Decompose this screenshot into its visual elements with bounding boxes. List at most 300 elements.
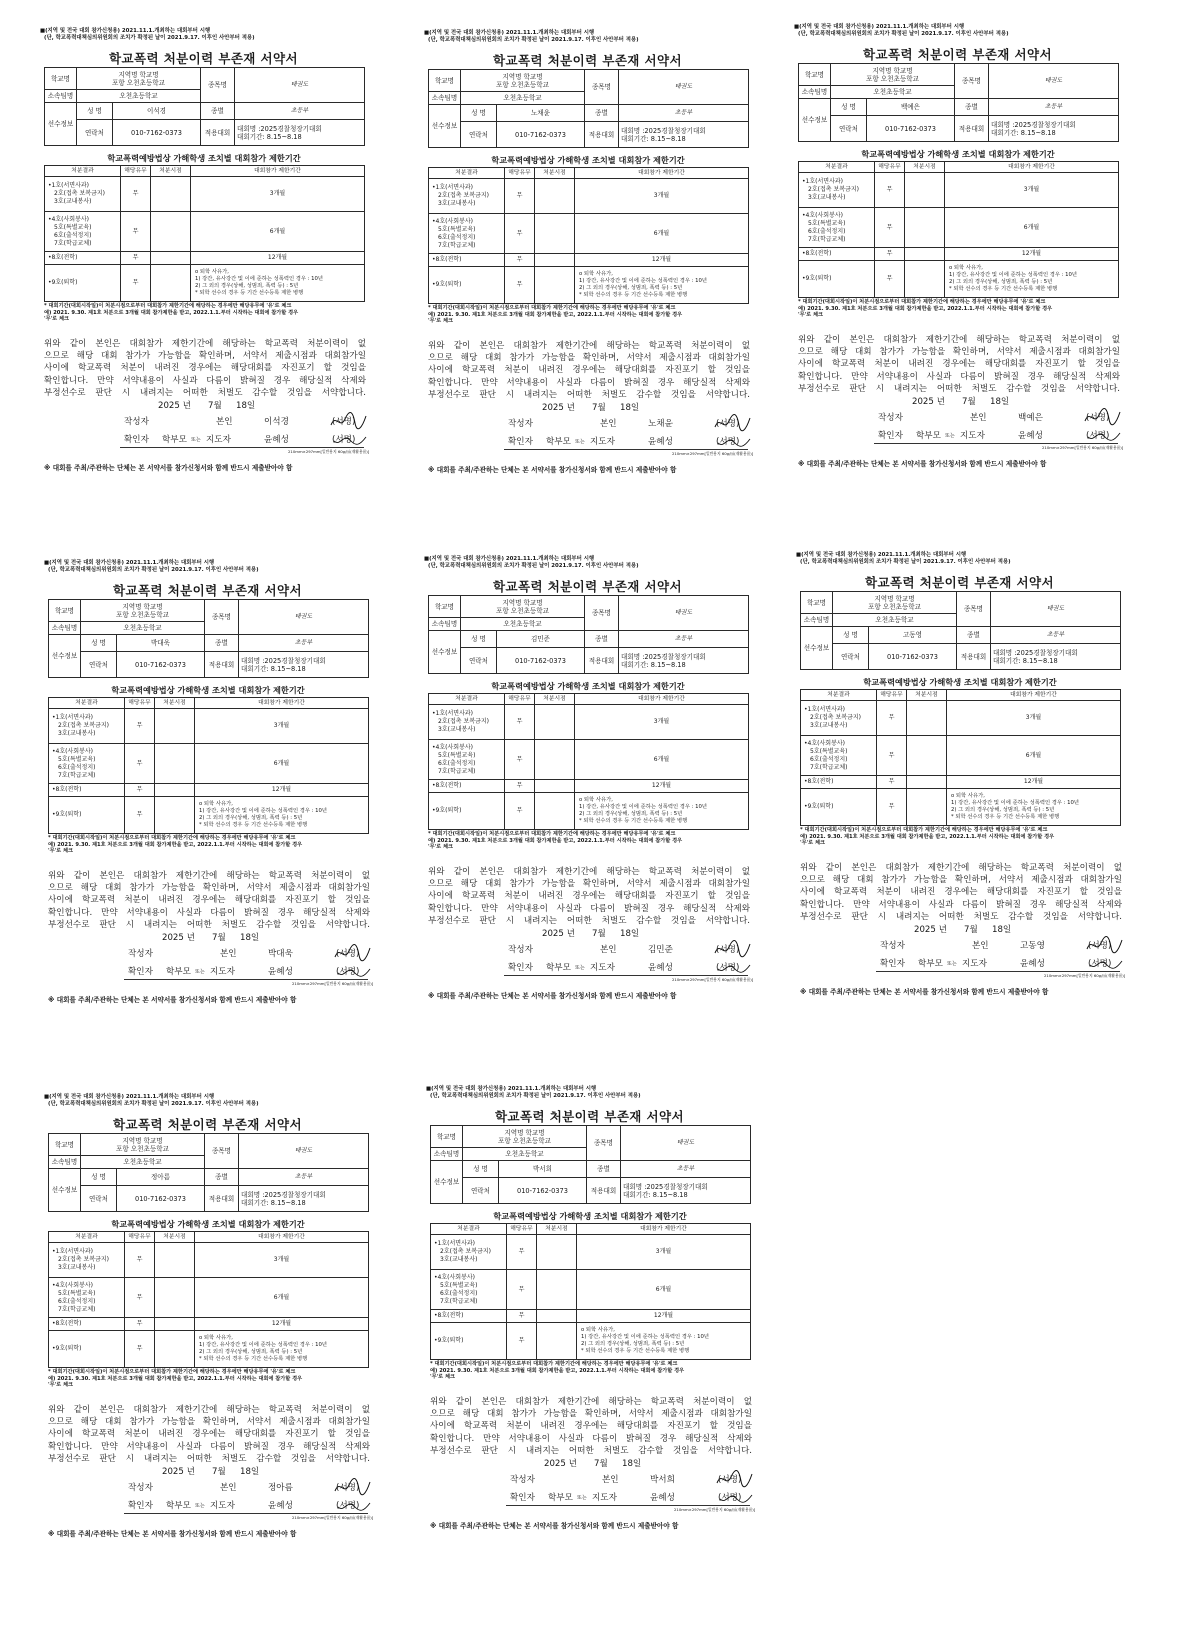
table-row (429, 267, 749, 304)
measure-item: •1호(서면사과) (48, 182, 90, 189)
measure-item: 3호(교내봉사) (438, 200, 476, 207)
measure-item: •4호(사회봉사) (52, 747, 94, 755)
confirmer-name: 윤혜성 (1020, 959, 1045, 969)
table-row (429, 705, 749, 740)
table-row (801, 736, 1121, 776)
footnote-line: * 대회기간(대회시작일)이 처분시점으로부터 대회참가 제한기간에 해당하는 경우에만 해당유무에 '유'로 체크 (48, 1369, 296, 1375)
pledge-form (420, 26, 755, 478)
division-label: 종별 (205, 635, 239, 652)
event-period: 대회기간: 8.15~8.18 (241, 664, 306, 673)
measure-item: •8호(전학) (432, 256, 462, 263)
bottom-note: ※ 대회를 주최/주관하는 단체는 본 서약서를 참가신청서와 함께 반드시 제출받아야 함 (48, 996, 297, 1004)
pledge-line: 부정선수로 판단 시 내려지는 어떠한 처벌도 감수할 것임을 서약합니다. (428, 915, 750, 926)
form-title: 학교폭력 처분이력 부존재 서약서 (109, 51, 298, 66)
writer-label: 작성자 (878, 413, 903, 423)
contact-value: 010-7162-0373 (867, 116, 955, 142)
measure-item: 7호(학급교체) (58, 1305, 96, 1313)
signature-underline (504, 449, 748, 450)
measure-cell (801, 701, 877, 736)
athlete-label: 선수정보 (429, 631, 461, 674)
restriction-table (430, 1223, 751, 1360)
pledge-text (428, 340, 750, 401)
pledge-line: 위와 같이 본인은 대회참가 제한기간에 해당하는 학교폭력 처분이력이 없 (800, 863, 1122, 873)
school-value-line: 포항 오천초등학교 (115, 1144, 170, 1153)
period-cell: 6개월 (947, 736, 1121, 776)
event-period: 대회기간: 8.15~8.18 (241, 1198, 306, 1207)
pledge-text (44, 338, 366, 399)
notice-line: (단, 학교폭력대책심의위원회의 조치가 확정된 날이 2021.9.17. 이후인 사안부터 적용) (428, 563, 639, 569)
period-cell: 12개월 (191, 252, 365, 265)
column-header: 대회참가 제한기간 (195, 1232, 369, 1243)
pledge-line: 으므로 해당 대회 참가가 가능함을 확인하며, 서약서 제출시점과 대회참가일 (428, 879, 750, 890)
disposal-date-cell (905, 208, 945, 248)
contact-label: 연락처 (463, 1178, 499, 1204)
period-detail-cell (945, 261, 1119, 298)
event-name: 대회명 :2025경찰청장기대회 (237, 124, 322, 133)
pledge-form (790, 20, 1125, 472)
contact-value: 010-7162-0373 (117, 1186, 205, 1212)
sport-value: 태권도 (989, 64, 1119, 99)
athlete-label: 선수정보 (49, 635, 81, 678)
confirmer-role-or: 또는 (575, 439, 585, 445)
confirmer-role-or: 또는 (945, 433, 955, 439)
date-year: 2025 년 (542, 403, 575, 413)
footnote (428, 305, 750, 325)
measure-cell (429, 254, 505, 267)
pledge-line: 으므로 해당 대회 참가가 가능함을 확인하며, 서약서 제출시점과 대회참가일 (48, 883, 370, 894)
pledge-line: 으므로 해당 대회 참가가 가능함을 확인하며, 서약서 제출시점과 대회참가일 (48, 1417, 370, 1428)
column-header: 해당유무 (125, 698, 155, 709)
date-day: 18일 (240, 1467, 260, 1477)
writer-signature-label: (서명) (336, 949, 360, 959)
period-detail-cell (195, 797, 369, 834)
column-header: 처분결과 (799, 162, 875, 173)
confirmer-label: 확인자 (878, 431, 903, 441)
writer-label: 작성자 (510, 1475, 535, 1485)
measure-item: •4호(사회봉사) (432, 217, 474, 225)
measure-cell (799, 173, 875, 208)
applicable-cell: 무 (121, 212, 151, 252)
pledge-line: 사이에 학교폭력 처분이 내려진 경우에는 해당대회를 자진포기 할 것임을 (48, 1429, 370, 1440)
confirmer-signature-label: (서명) (1086, 431, 1110, 441)
table-row (799, 208, 1119, 248)
pledge-line: 위와 같이 본인은 대회참가 제한기간에 해당하는 학교폭력 처분이력이 없 (430, 1397, 752, 1407)
writer-name: 박대욱 (268, 949, 293, 959)
date-year: 2025 년 (912, 397, 945, 407)
event-value (619, 648, 749, 674)
measure-item: 7호(학급교체) (54, 239, 92, 247)
date-year: 2025 년 (544, 1459, 577, 1469)
measure-item: 5호(특별교육) (54, 223, 92, 231)
pledge-line: 사이에 학교폭력 처분이 내려진 경우에는 해당대회를 자진포기 할 것임을 (798, 359, 1120, 370)
date-day: 18일 (620, 929, 640, 939)
pledge-line: 확인합니다. 만약 서약내용이 사실과 다름이 밝혀질 경우 해당실적 삭제와 (428, 903, 750, 914)
pledge-line: 부정선수로 판단 시 내려지는 어떠한 처벌도 감수할 것임을 서약합니다. (48, 919, 370, 930)
period-detail-cell (191, 265, 365, 302)
table-row (45, 265, 365, 302)
measure-item: •9호(퇴학) (432, 281, 462, 288)
paper-note: 210mm×297mm[일반용지 60g/㎡(재활용품)] (1044, 973, 1126, 978)
event-label: 적용대회 (585, 648, 619, 674)
footnote-line: 예) 2021. 9.30. 제1호 처분으로 3개월 대회 참가제한을 받고, 2022.1.1.부터 시작하는 대회에 참가할 경우 (48, 1375, 303, 1382)
confirmer-role-parent: 학부모 (918, 959, 943, 969)
school-value-line: 지역명 학교명 (118, 70, 159, 79)
applicable-cell: 무 (507, 1270, 537, 1310)
period-detail-line: * 퇴학 선수의 경우 등 기간 선수등록 제한 병행 (949, 286, 1058, 292)
period-detail-line: o 퇴학 사유가, (195, 269, 229, 275)
signature-underline (874, 443, 1118, 444)
school-label: 학교명 (49, 1134, 81, 1156)
measure-item: 3호(교내봉사) (58, 1264, 96, 1271)
footnote (44, 303, 366, 323)
sport-label: 종목명 (587, 1126, 621, 1161)
division-label: 종별 (585, 631, 619, 648)
event-label: 적용대회 (957, 644, 991, 670)
name-label: 성 명 (81, 1169, 117, 1186)
period-cell: 12개월 (577, 1310, 751, 1323)
period-cell: 6개월 (195, 744, 369, 784)
event-name: 대회명 :2025경찰청장기대회 (241, 656, 326, 665)
measure-item: •9호(퇴학) (48, 279, 78, 286)
footnote-line: * 대회기간(대회시작일)이 처분시점으로부터 대회참가 제한기간에 해당하는 경우에만 해당유무에 '유'로 체크 (44, 303, 292, 309)
date-month: 7월 (212, 933, 226, 943)
measure-item: •8호(전학) (48, 254, 78, 261)
paper-note: 210mm×297mm[일반용지 60g/㎡(재활용품)] (292, 981, 374, 986)
measure-item: •4호(사회봉사) (802, 211, 844, 219)
column-header: 대회참가 제한기간 (191, 166, 365, 177)
measure-item: •9호(퇴학) (802, 275, 832, 282)
signature-underline (120, 447, 364, 448)
writer-name: 김민준 (648, 945, 673, 955)
event-value (991, 644, 1121, 670)
name-label: 성 명 (81, 635, 117, 652)
notice-line: ■(지역 및 전국 대회 참가신청용) 2021.11.1.개최하는 대회부터 시행 (424, 30, 595, 36)
writer-signature-label: (서명) (336, 1483, 360, 1493)
info-table (430, 1125, 751, 1204)
restriction-table (48, 697, 369, 834)
footnote (430, 1361, 752, 1381)
pledge-line: 확인합니다. 만약 서약내용이 사실과 다름이 밝혀질 경우 해당실적 삭제와 (48, 1441, 370, 1452)
pledge-line: 확인합니다. 만약 서약내용이 사실과 다름이 밝혀질 경우 해당실적 삭제와 (44, 375, 366, 386)
contact-value: 010-7162-0373 (869, 644, 957, 670)
table-row (49, 797, 369, 834)
pledge-line: 위와 같이 본인은 대회참가 제한기간에 해당하는 학교폭력 처분이력이 없 (798, 335, 1120, 345)
bottom-note: ※ 대회를 주최/주관하는 단체는 본 서약서를 참가신청서와 함께 반드시 제출받아야 함 (48, 1530, 297, 1538)
school-value-line: 지역명 학교명 (874, 594, 915, 603)
period-detail-cell (577, 1323, 751, 1360)
period-detail-cell (575, 793, 749, 830)
form-title: 학교폭력 처분이력 부존재 서약서 (493, 579, 682, 594)
period-detail-line: o 퇴학 사유가, (199, 1335, 233, 1341)
team-value: 오천초등학교 (81, 622, 205, 635)
notice-line: (단, 학교폭력대책심의위원회의 조치가 확정된 날이 2021.9.17. 이후인 사안부터 적용) (428, 37, 639, 43)
table-row (431, 1270, 751, 1310)
event-value (621, 1178, 751, 1204)
period-detail-line: 1) 강간, 유사강간 및 이에 준하는 성폭력인 경우 : 10년 (199, 808, 328, 814)
school-value-line: 포항 오천초등학교 (495, 606, 550, 615)
pledge-line: 위와 같이 본인은 대회참가 제한기간에 해당하는 학교폭력 처분이력이 없 (428, 341, 750, 351)
measure-cell (49, 797, 125, 834)
disposal-date-cell (151, 212, 191, 252)
period-cell: 6개월 (575, 214, 749, 254)
writer-role: 본인 (216, 417, 233, 427)
signature-underline (124, 979, 368, 980)
sport-label: 종목명 (585, 596, 619, 631)
measure-item: 3호(교내봉사) (438, 726, 476, 733)
column-header: 처분시점 (535, 168, 575, 179)
measure-item: •1호(서면사과) (432, 184, 474, 191)
applicable-cell: 무 (505, 793, 535, 830)
pledge-text (48, 870, 370, 931)
applicable-cell: 무 (505, 214, 535, 254)
measure-cell (801, 776, 877, 789)
confirmer-role-coach: 지도자 (210, 1501, 235, 1511)
disposal-date-cell (151, 177, 191, 212)
info-table (44, 67, 365, 146)
column-header: 대회참가 제한기간 (577, 1224, 751, 1235)
period-detail-line: o 퇴학 사유가, (579, 797, 613, 803)
date-month: 7월 (592, 929, 606, 939)
footnote-line: '무'로 체크 (428, 844, 454, 851)
signature-underline (506, 1505, 750, 1506)
notice-line: ■(지역 및 전국 대회 참가신청용) 2021.11.1.개최하는 대회부터 시행 (44, 560, 215, 566)
school-label: 학교명 (431, 1126, 463, 1148)
writer-role: 본인 (220, 949, 237, 959)
applicable-cell: 무 (125, 1331, 155, 1368)
table-row (431, 1310, 751, 1323)
footnote-line: * 대회기간(대회시작일)이 처분시점으로부터 대회참가 제한기간에 해당하는 경우에만 해당유무에 '유'로 체크 (428, 831, 676, 837)
measure-cell (431, 1323, 507, 1360)
notice-line: (단, 학교폭력대책심의위원회의 조치가 확정된 날이 2021.9.17. 이후인 사안부터 적용) (44, 35, 255, 41)
confirmer-name: 윤혜성 (1018, 431, 1043, 441)
division-label: 종별 (587, 1161, 621, 1178)
sport-label: 종목명 (205, 600, 239, 635)
disposal-date-cell (155, 1278, 195, 1318)
measure-item: 3호(교내봉사) (810, 722, 848, 729)
pledge-text (48, 1404, 370, 1465)
writer-signature-label: (서명) (718, 1475, 742, 1485)
bottom-note: ※ 대회를 주최/주관하는 단체는 본 서약서를 참가신청서와 함께 반드시 제출받아야 함 (428, 466, 677, 474)
date-year: 2025 년 (542, 929, 575, 939)
confirmer-label: 확인자 (880, 959, 905, 969)
division-label: 종별 (585, 105, 619, 122)
name-label: 성 명 (833, 627, 869, 644)
pledge-line: 으므로 해당 대회 참가가 가능함을 확인하며, 서약서 제출시점과 대회참가일 (428, 353, 750, 364)
column-header: 해당유무 (505, 694, 535, 705)
restriction-heading: 학교폭력예방법상 가해학생 조치별 대회참가 제한기간 (111, 1219, 305, 1229)
period-cell: 3개월 (191, 177, 365, 212)
period-detail-line: 1) 강간, 유사강간 및 이에 준하는 성폭력인 경우 : 10년 (579, 278, 708, 284)
division-value: 초등부 (239, 635, 369, 652)
school-value (831, 64, 955, 86)
signature-underline (124, 1513, 368, 1514)
restriction-table (48, 1231, 369, 1368)
column-header: 처분시점 (535, 694, 575, 705)
measure-item: •8호(전학) (52, 786, 82, 793)
sport-label: 종목명 (585, 70, 619, 105)
table-row (429, 740, 749, 780)
team-value: 오천초등학교 (463, 1148, 587, 1161)
pledge-line: 위와 같이 본인은 대회참가 제한기간에 해당하는 학교폭력 처분이력이 없 (48, 871, 370, 881)
writer-name: 고동영 (1020, 941, 1045, 951)
confirmer-name: 윤혜성 (648, 963, 673, 973)
table-row (801, 789, 1121, 826)
disposal-date-cell (535, 740, 575, 780)
measure-item: •4호(사회봉사) (432, 743, 474, 751)
division-label: 종별 (205, 1169, 239, 1186)
pledge-line: 확인합니다. 만약 서약내용이 사실과 다름이 밝혀질 경우 해당실적 삭제와 (430, 1433, 752, 1444)
applicable-cell: 무 (505, 267, 535, 304)
confirmer-role-parent: 학부모 (548, 1493, 573, 1503)
date-year: 2025 년 (162, 933, 195, 943)
pledge-line: 위와 같이 본인은 대회참가 제한기간에 해당하는 학교폭력 처분이력이 없 (44, 339, 366, 349)
restriction-table (800, 689, 1121, 826)
confirmer-signature-label: (서명) (1088, 959, 1112, 969)
paper-note: 210mm×297mm[일반용지 60g/㎡(재활용품)] (1042, 445, 1124, 450)
measure-item: •8호(전학) (804, 778, 834, 785)
contact-label: 연락처 (833, 644, 869, 670)
division-label: 종별 (201, 103, 235, 120)
school-label: 학교명 (429, 596, 461, 618)
column-header: 처분시점 (905, 162, 945, 173)
team-label: 소속팀명 (799, 86, 831, 99)
measure-item: 3호(교내봉사) (808, 194, 846, 201)
period-detail-line: * 퇴학 선수의 경우 등 기간 선수등록 제한 병행 (951, 814, 1060, 820)
school-value-line: 지역명 학교명 (502, 598, 543, 607)
event-label: 적용대회 (205, 1186, 239, 1212)
period-detail-line: o 퇴학 사유가, (581, 1327, 615, 1333)
team-label: 소속팀명 (429, 618, 461, 631)
period-detail-line: 1) 강간, 유사강간 및 이에 준하는 성폭력인 경우 : 10년 (951, 800, 1080, 806)
applicable-cell: 무 (505, 179, 535, 214)
applicable-cell: 무 (125, 1278, 155, 1318)
restriction-heading: 학교폭력예방법상 가해학생 조치별 대회참가 제한기간 (493, 1211, 687, 1221)
measure-item: 7호(학급교체) (438, 241, 476, 249)
footnote (428, 831, 750, 851)
period-detail-line: * 퇴학 선수의 경우 등 기간 선수등록 제한 병행 (579, 818, 688, 824)
measure-cell (49, 1318, 125, 1331)
period-cell: 3개월 (575, 179, 749, 214)
table-row (49, 1331, 369, 1368)
column-header: 대회참가 제한기간 (575, 168, 749, 179)
table-row (45, 177, 365, 212)
confirmer-role-parent: 학부모 (546, 963, 571, 973)
contact-value: 010-7162-0373 (117, 652, 205, 678)
restriction-table (798, 161, 1119, 298)
applicable-cell: 무 (505, 254, 535, 267)
school-value-line: 포항 오천초등학교 (111, 78, 166, 87)
disposal-date-cell (535, 254, 575, 267)
info-table (798, 63, 1119, 142)
school-label: 학교명 (799, 64, 831, 86)
column-header: 해당유무 (877, 690, 907, 701)
disposal-date-cell (155, 1331, 195, 1368)
event-period: 대회기간: 8.15~8.18 (991, 128, 1056, 137)
measure-item: •1호(서면사과) (52, 1248, 94, 1255)
applicable-cell: 무 (125, 709, 155, 744)
measure-cell (45, 212, 121, 252)
period-detail-line: o 퇴학 사유가, (951, 793, 985, 799)
signature-underline (876, 971, 1120, 972)
footnote-line: '무'로 체크 (798, 312, 824, 319)
measure-item: 6호(출석정지) (808, 227, 846, 235)
writer-signature-label: (서명) (1086, 413, 1110, 423)
pledge-line: 부정선수로 판단 시 내려지는 어떠한 처벌도 감수할 것임을 서약합니다. (798, 383, 1120, 394)
applicable-cell: 무 (505, 705, 535, 740)
team-value: 오천초등학교 (81, 1156, 205, 1169)
writer-signature-label: (서명) (716, 419, 740, 429)
measure-item: 2호(접촉 보복금지) (440, 1248, 491, 1255)
event-name: 대회명 :2025경찰청장기대회 (991, 120, 1076, 129)
applicable-cell: 무 (121, 252, 151, 265)
confirmer-role-parent: 학부모 (546, 437, 571, 447)
info-table (428, 69, 749, 148)
confirmer-role-coach: 지도자 (960, 431, 985, 441)
column-header: 대회참가 제한기간 (945, 162, 1119, 173)
student-name: 정아름 (117, 1169, 205, 1186)
confirmer-role-parent: 학부모 (166, 1501, 191, 1511)
sport-value: 태권도 (621, 1126, 751, 1161)
event-value (239, 652, 369, 678)
table-row (49, 784, 369, 797)
measure-item: •8호(전학) (802, 250, 832, 257)
event-label: 적용대회 (955, 116, 989, 142)
table-row (49, 1243, 369, 1278)
athlete-label: 선수정보 (45, 103, 77, 146)
period-cell: 3개월 (195, 709, 369, 744)
period-cell: 3개월 (575, 705, 749, 740)
date-day: 18일 (990, 397, 1010, 407)
event-label: 적용대회 (205, 652, 239, 678)
period-detail-line: 2) 그 외의 경우(상해, 성범죄, 폭력 등) : 5년 (199, 1349, 303, 1355)
measure-cell (431, 1235, 507, 1270)
writer-role: 본인 (600, 419, 617, 429)
school-label: 학교명 (49, 600, 81, 622)
pledge-line: 으므로 해당 대회 참가가 가능함을 확인하며, 서약서 제출시점과 대회참가일 (44, 351, 366, 362)
period-detail-line: 1) 강간, 유사강간 및 이에 준하는 성폭력인 경우 : 10년 (581, 1334, 710, 1340)
disposal-date-cell (907, 776, 947, 789)
applicable-cell: 무 (507, 1323, 537, 1360)
confirmer-signature-label: (서명) (336, 967, 360, 977)
measure-item: 2호(접촉 보복금지) (58, 1256, 109, 1263)
date-day: 18일 (236, 401, 256, 411)
column-header: 해당유무 (125, 1232, 155, 1243)
info-table (428, 595, 749, 674)
footnote (48, 1369, 370, 1389)
form-title: 학교폭력 처분이력 부존재 서약서 (495, 1109, 684, 1124)
measure-cell (799, 248, 875, 261)
footnote-line: '무'로 체크 (430, 1374, 456, 1381)
measure-item: 7호(학급교체) (808, 235, 846, 243)
measure-item: •1호(서면사과) (802, 178, 844, 185)
measure-item: 2호(접촉 보복금지) (438, 718, 489, 725)
period-detail-line: 1) 강간, 유사강간 및 이에 준하는 성폭력인 경우 : 10년 (579, 804, 708, 810)
disposal-date-cell (905, 173, 945, 208)
event-name: 대회명 :2025경찰청장기대회 (241, 1190, 326, 1199)
team-value: 오천초등학교 (461, 618, 585, 631)
disposal-date-cell (155, 784, 195, 797)
athlete-label: 선수정보 (49, 1169, 81, 1212)
school-value (77, 68, 201, 90)
sport-value: 태권도 (991, 592, 1121, 627)
period-detail-line: 2) 그 외의 경우(상해, 성범죄, 폭력 등) : 5년 (195, 283, 299, 289)
disposal-date-cell (151, 252, 191, 265)
disposal-date-cell (537, 1235, 577, 1270)
pledge-form (420, 552, 755, 1004)
period-detail-line: * 퇴학 선수의 경우 등 기간 선수등록 제한 병행 (199, 822, 308, 828)
measure-item: •9호(퇴학) (804, 803, 834, 810)
column-header: 대회참가 제한기간 (195, 698, 369, 709)
